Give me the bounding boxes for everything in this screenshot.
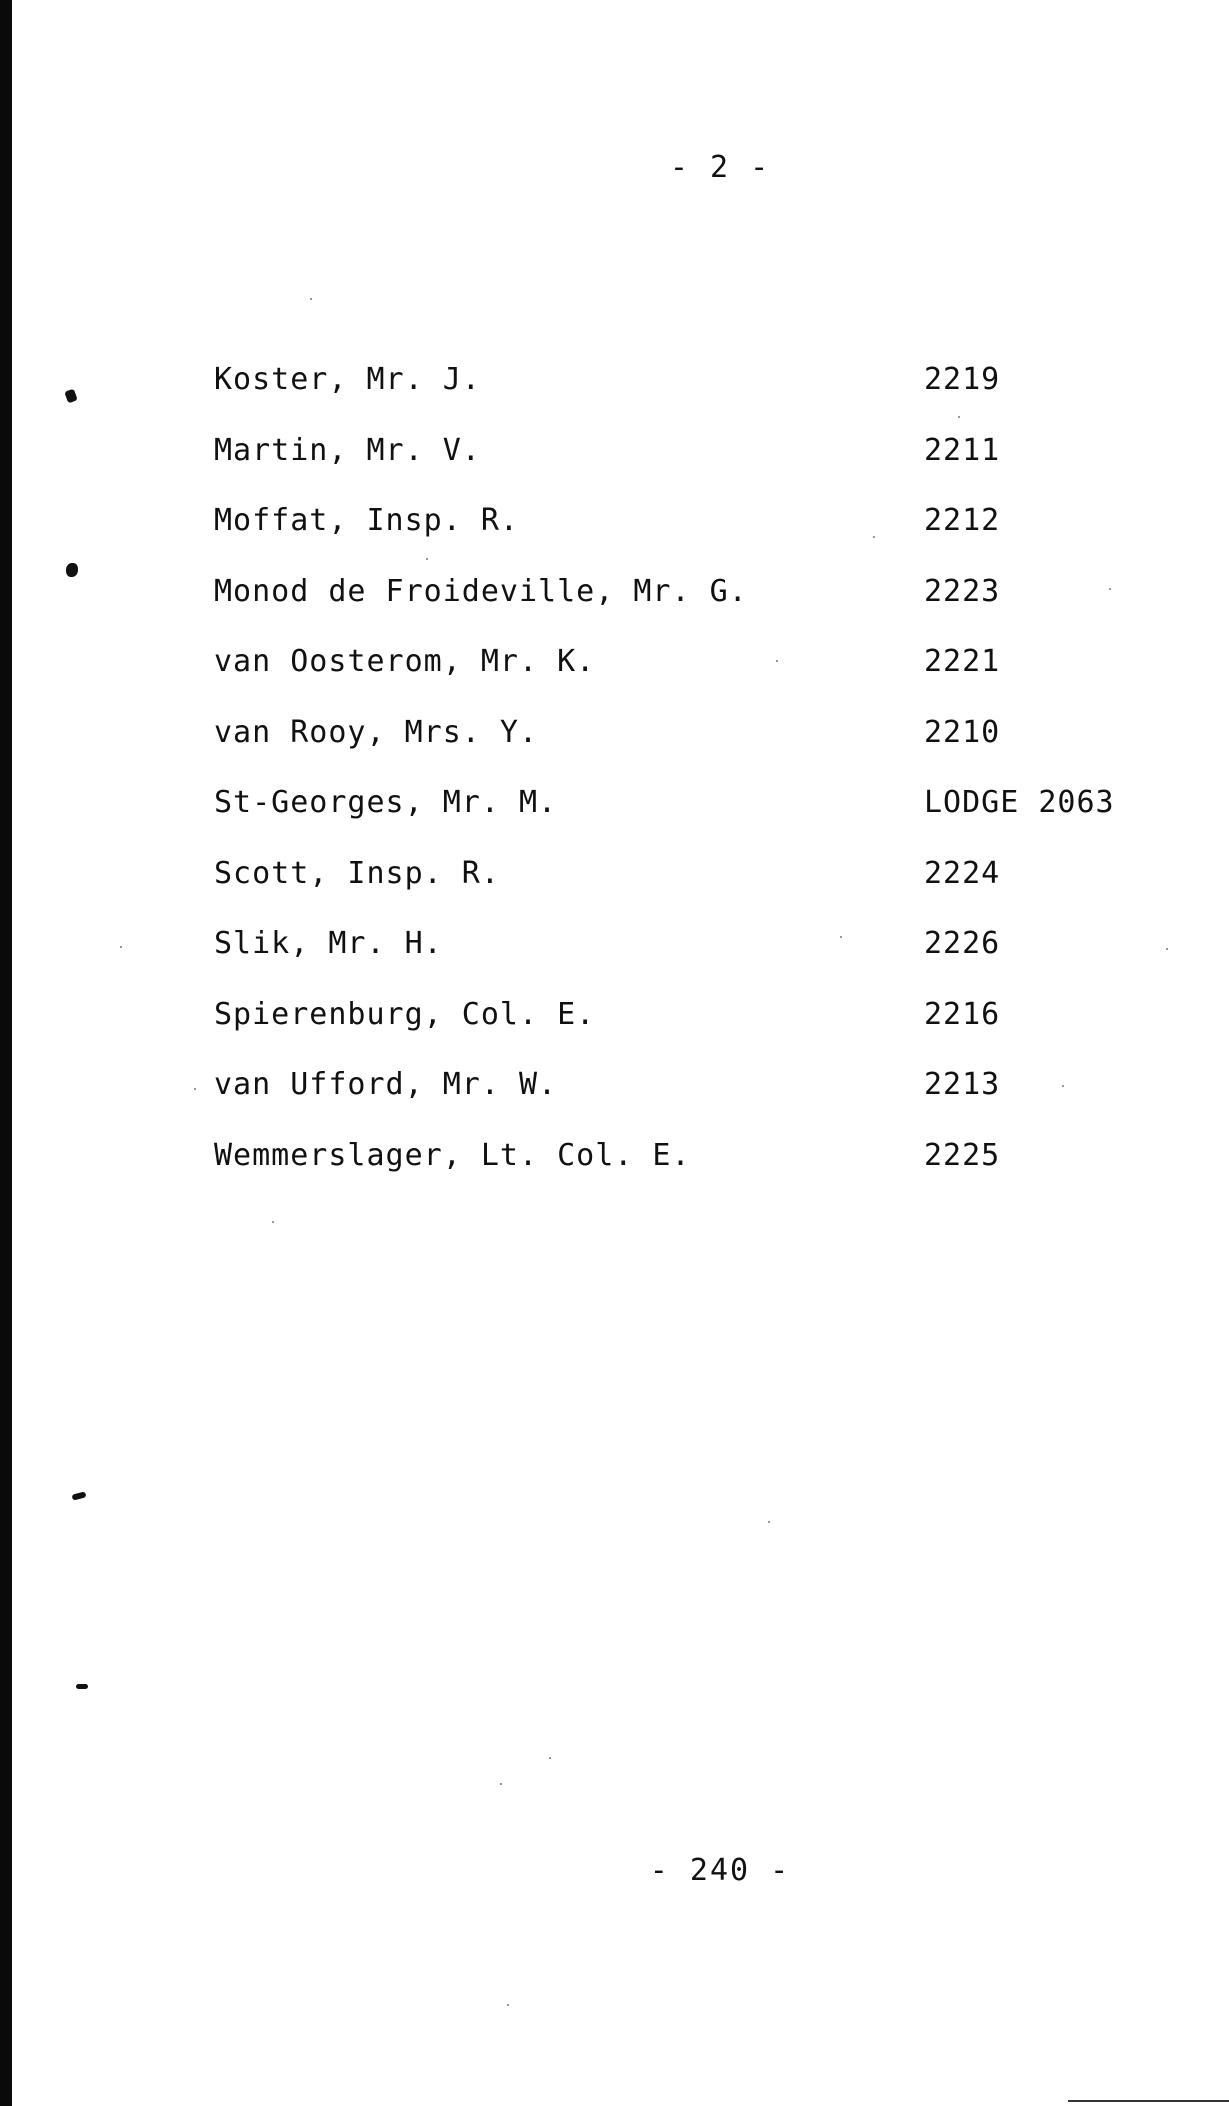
entry-extension: 2221 <box>924 644 1001 679</box>
scan-edge-line <box>1068 2100 1229 2102</box>
scan-speck <box>1166 948 1168 950</box>
scan-mark <box>64 389 78 404</box>
entry-extension: 2223 <box>924 573 1001 609</box>
scan-speck <box>776 660 778 662</box>
directory-entry <box>214 426 1114 497</box>
entry-name: Koster, Mr. J. <box>214 362 481 397</box>
entry-name: Martin, Mr. V. <box>214 432 481 468</box>
scan-mark <box>66 563 78 577</box>
entry-extension: LODGE 2063 <box>924 785 1115 820</box>
scan-speck <box>840 936 842 938</box>
scan-speck <box>194 1088 196 1090</box>
scan-speck <box>958 416 960 418</box>
scan-speck <box>500 1783 502 1785</box>
scan-mark <box>71 1491 86 1500</box>
directory-entry <box>214 849 1114 920</box>
scan-speck <box>549 1757 551 1759</box>
scan-speck <box>768 1521 770 1523</box>
entry-name: Moffat, Insp. R. <box>214 503 519 538</box>
entry-name: Monod de Froideville, Mr. G. <box>214 573 748 609</box>
directory-list <box>214 355 1114 1201</box>
entry-extension: 2211 <box>924 432 1001 468</box>
entry-name: Spierenburg, Col. E. <box>214 996 596 1032</box>
directory-entry <box>214 496 1114 567</box>
scan-speck <box>310 298 312 300</box>
page-number-bottom: - 240 - <box>649 1853 791 1888</box>
scan-mark <box>76 1684 88 1689</box>
entry-name: van Rooy, Mrs. Y. <box>214 714 539 750</box>
entry-name: Scott, Insp. R. <box>214 855 500 891</box>
scan-speck <box>120 946 122 948</box>
entry-name: St-Georges, Mr. M. <box>214 785 558 820</box>
directory-entry <box>214 919 1114 990</box>
directory-entry <box>214 355 1114 426</box>
directory-entry <box>214 1060 1114 1131</box>
entry-extension: 2225 <box>924 1137 1001 1173</box>
directory-entry <box>214 708 1114 779</box>
entry-name: Wemmerslager, Lt. Col. E. <box>214 1137 691 1173</box>
entry-extension: 2212 <box>924 503 1001 538</box>
entry-extension: 2216 <box>924 996 1001 1032</box>
scan-left-border <box>0 0 12 2106</box>
page-number-top: - 2 - <box>669 150 771 185</box>
entry-name: van Ufford, Mr. W. <box>214 1067 558 1102</box>
scan-speck <box>426 558 428 560</box>
scan-speck <box>873 536 875 538</box>
entry-extension: 2226 <box>924 926 1001 961</box>
entry-extension: 2224 <box>924 855 1001 891</box>
entry-extension: 2219 <box>924 362 1001 397</box>
entry-extension: 2210 <box>924 714 1001 750</box>
scan-speck <box>1062 1085 1064 1087</box>
scan-speck <box>507 2004 509 2006</box>
entry-extension: 2213 <box>924 1067 1001 1102</box>
directory-entry <box>214 990 1114 1061</box>
entry-name: van Oosterom, Mr. K. <box>214 644 596 679</box>
directory-entry <box>214 1131 1114 1202</box>
directory-entry <box>214 778 1114 849</box>
scan-speck <box>272 1221 274 1223</box>
directory-entry <box>214 637 1114 708</box>
entry-name: Slik, Mr. H. <box>214 926 443 961</box>
scan-speck <box>1109 588 1111 590</box>
directory-entry <box>214 567 1114 638</box>
